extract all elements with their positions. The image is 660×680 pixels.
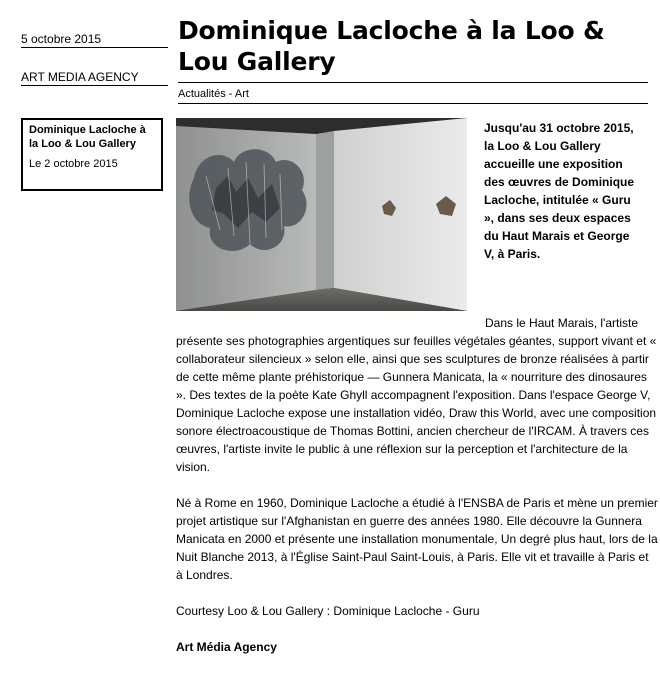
article-paragraph: Dans le Haut Marais, l'artiste présente ses photographies argentiques sur feuilles végétales géantes, support vivant et « collaborateur silencieux » selon elle, ainsi que ses sculptures de bronze réalisées à partir de cette même plante préhistorique — Gunnera Manicata, la « nourriture des dinosaures ». Des textes de la poète Kate Ghyll accompagnent l'exposition. Dans l'espace George V, Dominique Lacloche expose une installation vidéo, Draw this World, avec une composition sonore électroacoustique de Thomas Bottini, ancien chercheur de l'IRCAM. À travers ces œuvres, l'artiste invite le public à une réflexion sur la perception et l'architecture de la vision. <box>176 316 657 474</box>
article-title: Dominique Lacloche à la Loo & Lou Gallery <box>178 16 605 76</box>
title-divider <box>178 82 648 83</box>
exhibition-photo <box>176 118 467 311</box>
gallery-installation-image <box>176 118 467 311</box>
photo-credit: Courtesy Loo & Lou Gallery : Dominique Lacloche - Guru <box>176 604 480 618</box>
post-date: 5 octobre 2015 <box>21 32 102 46</box>
article-lead: Jusqu'au 31 octobre 2015, la Loo & Lou Gallery accueille une exposition des œuvres de Dominique Lacloche, intitulée « Guru », dans ses deux espaces du Haut Marais et George V, à Paris. <box>484 121 635 261</box>
date-divider <box>21 47 168 48</box>
article-category[interactable]: Actualités - Art <box>178 88 249 100</box>
article-paragraph: Né à Rome en 1960, Dominique Lacloche a étudié à l'ENSBA de Paris et mène un premier projet artistique sur l'Afghanistan en guerre des années 1980. Elle découvre la Gunnera Manicata en 2000 et présente une installation monumentale, Un degré plus haut, lors de la Nuit Blanche 2013, à l'Église Saint-Paul Saint-Louis, à Paris. Elle vit et travaille à Paris et à Londres. <box>176 496 658 582</box>
related-article-date: Le 2 octobre 2015 <box>29 158 118 170</box>
related-article-title[interactable]: Dominique Lacloche à la Loo & Lou Gallery <box>29 124 146 150</box>
article-signature: Art Média Agency <box>176 640 277 654</box>
category-divider <box>178 103 648 104</box>
related-article-card[interactable] <box>21 118 163 191</box>
agency-divider <box>21 85 168 86</box>
article-body <box>176 314 658 674</box>
agency-name[interactable]: ART MEDIA AGENCY <box>21 70 139 84</box>
